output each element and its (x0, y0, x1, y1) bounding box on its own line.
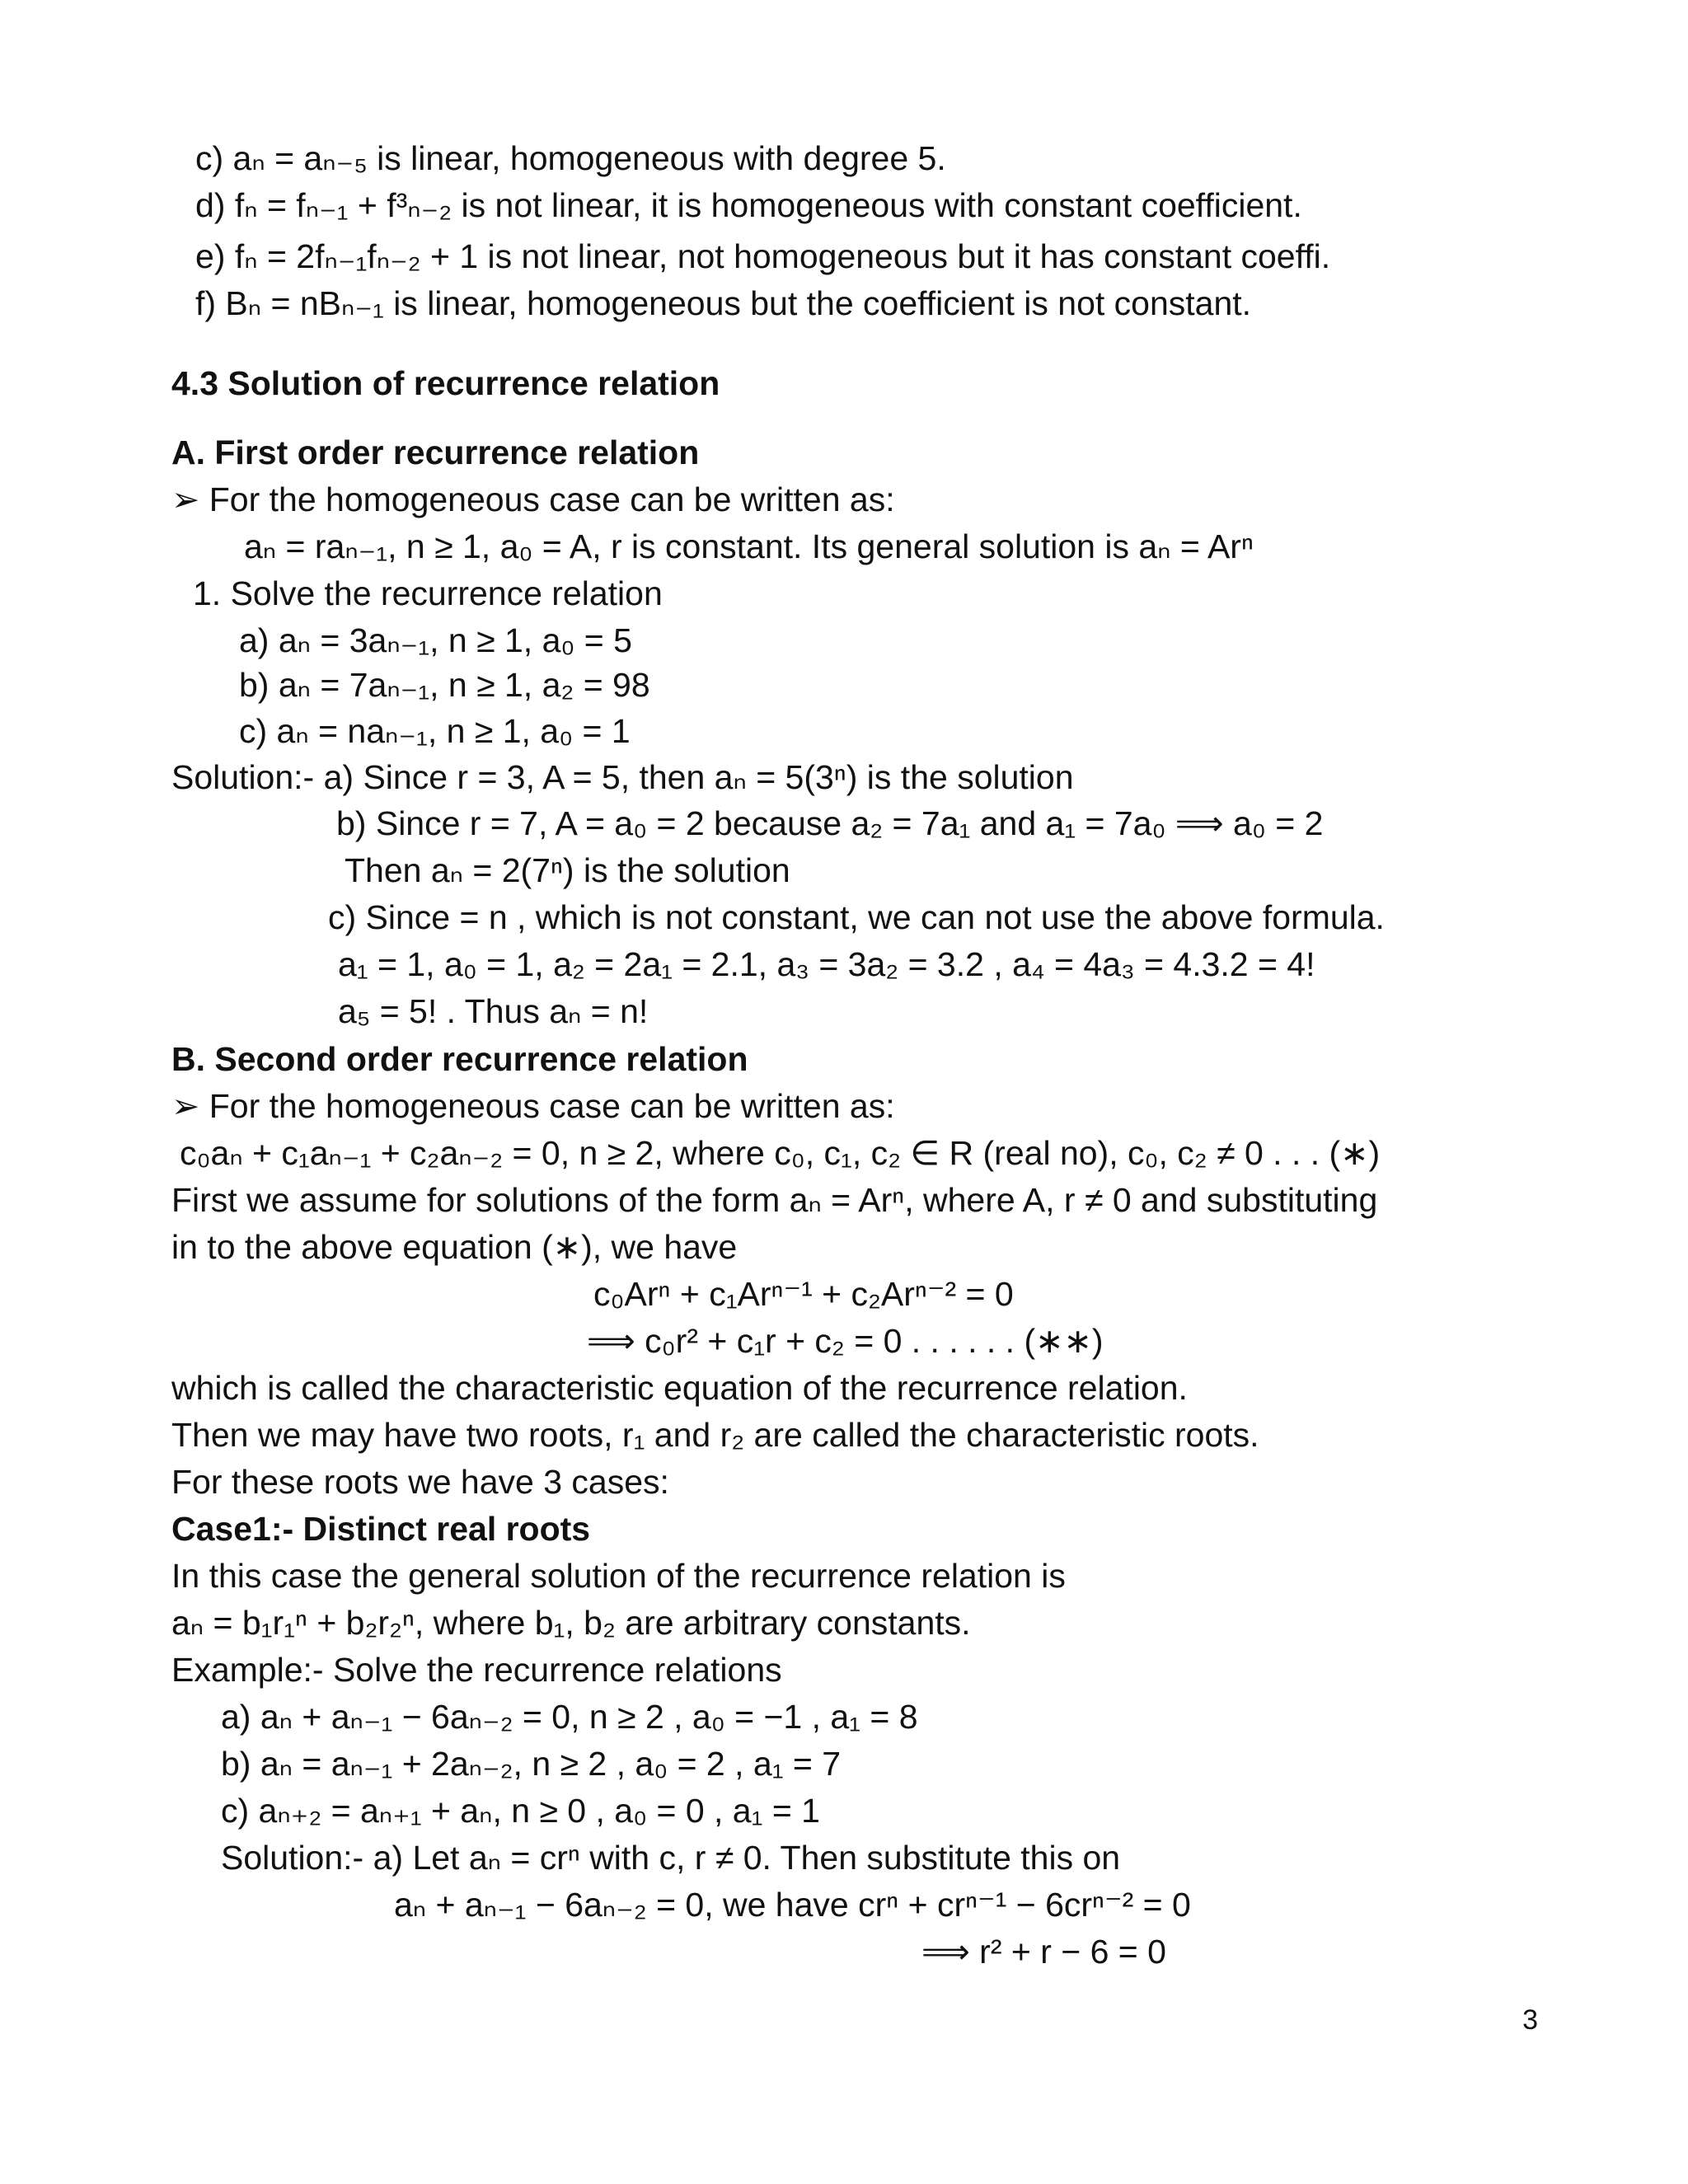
example-b: b) aₙ = aₙ₋₁ + 2aₙ₋₂, n ≥ 2 , a₀ = 2 , a₁ = 7 (221, 1745, 842, 1783)
solution-line-3: Then aₙ = 2(7ⁿ) is the solution (345, 851, 790, 889)
paragraph-assume: First we assume for solutions of the form aₙ = Arⁿ, where A, r ≠ 0 and substituting (171, 1181, 1378, 1219)
item-e-not-linear: e) fₙ = 2fₙ₋₁fₙ₋₂ + 1 is not linear, not homogeneous but it has constant coeffi. (195, 237, 1331, 275)
solution-line-4: c) Since = n , which is not constant, we can not use the above formula. (328, 898, 1385, 936)
page-number: 3 (1522, 2004, 1538, 2036)
example-solution-3: ⟹ r² + r − 6 = 0 (921, 1933, 1166, 1971)
bullet-homogeneous-first: ➢ For the homogeneous case can be written as: (171, 480, 895, 518)
item-c-linear: c) aₙ = aₙ₋₅ is linear, homogeneous with degree 5. (195, 139, 946, 177)
case1-heading: Case1:- Distinct real roots (171, 1510, 591, 1548)
question-1b: b) aₙ = 7aₙ₋₁, n ≥ 1, a₂ = 98 (239, 666, 650, 704)
general-solution-formula: aₙ = b₁r₁ⁿ + b₂r₂ⁿ, where b₁, b₂ are arbitrary constants. (171, 1604, 971, 1642)
solution-line-2: b) Since r = 7, A = a₀ = 2 because a₂ = 7a₁ and a₁ = 7a₀ ⟹ a₀ = 2 (336, 804, 1324, 842)
example-solution-2: aₙ + aₙ₋₁ − 6aₙ₋₂ = 0, we have crⁿ + crⁿ⁻¹ − 6crⁿ⁻² = 0 (394, 1886, 1191, 1924)
paragraph-characteristic: which is called the characteristic equation of the recurrence relation. (171, 1369, 1188, 1407)
solution-line-6: a₅ = 5! . Thus aₙ = n! (338, 992, 649, 1030)
question-1c: c) aₙ = naₙ₋₁, n ≥ 1, a₀ = 1 (239, 712, 631, 750)
subsection-b-heading: B. Second order recurrence relation (171, 1040, 748, 1078)
equation-characteristic: ⟹ c₀r² + c₁r + c₂ = 0 . . . . . . (∗∗) (587, 1322, 1104, 1360)
bullet-homogeneous-second: ➢ For the homogeneous case can be written as: (171, 1087, 895, 1125)
solution-line-1: Solution:- a) Since r = 3, A = 5, then aₙ = 5(3ⁿ) is the solution (171, 758, 1074, 796)
solution-line-5: a₁ = 1, a₀ = 1, a₂ = 2a₁ = 2.1, a₃ = 3a₂ = 3.2 , a₄ = 4a₃ = 4.3.2 = 4! (338, 945, 1315, 983)
example-heading: Example:- Solve the recurrence relations (171, 1651, 782, 1689)
item-d-not-linear: d) fₙ = fₙ₋₁ + f³ₙ₋₂ is not linear, it is homogeneous with constant coefficient. (195, 186, 1302, 224)
paragraph-cases: For these roots we have 3 cases: (171, 1463, 669, 1501)
example-solution-1: Solution:- a) Let aₙ = crⁿ with c, r ≠ 0. Then substitute this on (221, 1839, 1121, 1877)
question-1a: a) aₙ = 3aₙ₋₁, n ≥ 1, a₀ = 5 (239, 621, 632, 659)
equation-substituted: c₀Arⁿ + c₁Arⁿ⁻¹ + c₂Arⁿ⁻² = 0 (593, 1275, 1014, 1313)
first-order-formula: aₙ = raₙ₋₁, n ≥ 1, a₀ = A, r is constant. Its general solution is aₙ = Arⁿ (244, 527, 1254, 565)
example-a: a) aₙ + aₙ₋₁ − 6aₙ₋₂ = 0, n ≥ 2 , a₀ = −1 , a₁ = 8 (221, 1698, 918, 1736)
paragraph-general-solution: In this case the general solution of the recurrence relation is (171, 1557, 1066, 1595)
paragraph-roots: Then we may have two roots, r₁ and r₂ are called the characteristic roots. (171, 1416, 1259, 1454)
example-c: c) aₙ₊₂ = aₙ₊₁ + aₙ, n ≥ 0 , a₀ = 0 , a₁ = 1 (221, 1792, 820, 1830)
item-f-linear: f) Bₙ = nBₙ₋₁ is linear, homogeneous but the coefficient is not constant. (195, 284, 1252, 322)
subsection-a-heading: A. First order recurrence relation (171, 434, 700, 471)
question-1: 1. Solve the recurrence relation (193, 574, 663, 612)
paragraph-substitute: in to the above equation (∗), we have (171, 1228, 738, 1266)
section-heading: 4.3 Solution of recurrence relation (171, 364, 720, 402)
second-order-formula: c₀aₙ + c₁aₙ₋₁ + c₂aₙ₋₂ = 0, n ≥ 2, where c₀, c₁, c₂ ∈ R (real no), c₀, c₂ ≠ 0 . . . (∗) (180, 1134, 1381, 1172)
